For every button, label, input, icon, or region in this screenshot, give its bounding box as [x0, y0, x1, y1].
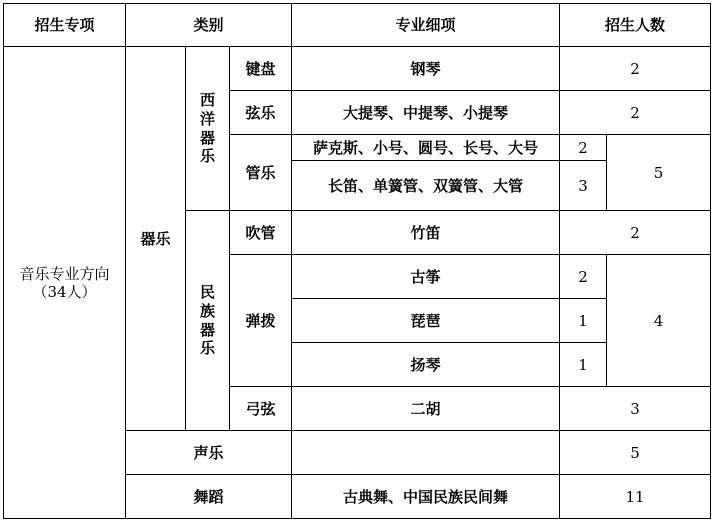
- vocal-label: 声乐: [126, 431, 292, 475]
- dance-label: 舞蹈: [126, 475, 292, 519]
- western-instruments-label: 西洋器乐: [199, 91, 215, 166]
- blowing-category: 吹管: [230, 211, 292, 255]
- header-major-detail: 专业细项: [292, 4, 560, 47]
- strings-count: 2: [560, 91, 711, 135]
- table-row: [4, 47, 711, 91]
- keyboard-category: 键盘: [230, 47, 292, 91]
- folk-instruments-cell: [186, 211, 230, 431]
- vocal-count: 5: [560, 431, 711, 475]
- plucked-category: 弹拨: [230, 255, 292, 387]
- enrollment-table: [3, 3, 711, 519]
- keyboard-item: 钢琴: [292, 47, 560, 91]
- music-direction-cell: [4, 47, 126, 519]
- plucked-item-pipa: 琵琶: [292, 299, 560, 343]
- plucked-item-yangqin: 扬琴: [292, 343, 560, 387]
- plucked-total: 4: [607, 255, 711, 387]
- winds-total: 5: [607, 135, 711, 211]
- header-category: 类别: [126, 4, 292, 47]
- plucked-count-yangqin: 1: [560, 343, 607, 387]
- winds-count-brass: 2: [560, 135, 607, 161]
- dance-item: 古典舞、中国民族民间舞: [292, 475, 560, 519]
- plucked-count-pipa: 1: [560, 299, 607, 343]
- plucked-count-guzheng: 2: [560, 255, 607, 299]
- music-direction-quota: （34人）: [32, 282, 97, 301]
- plucked-item-guzheng: 古筝: [292, 255, 560, 299]
- dance-count: 11: [560, 475, 711, 519]
- music-direction-title: 音乐专业方向: [19, 264, 110, 283]
- strings-item: 大提琴、中提琴、小提琴: [292, 91, 560, 135]
- winds-category: 管乐: [230, 135, 292, 211]
- western-instruments-cell: [186, 47, 230, 211]
- vocal-item: [292, 431, 560, 475]
- winds-item-brass: 萨克斯、小号、圆号、长号、大号: [292, 135, 560, 161]
- blowing-item: 竹笛: [292, 211, 560, 255]
- bowed-item: 二胡: [292, 387, 560, 431]
- winds-item-woodwind: 长笛、单簧管、双簧管、大管: [292, 161, 560, 211]
- strings-category: 弦乐: [230, 91, 292, 135]
- folk-instruments-label: 民族器乐: [199, 283, 215, 358]
- header-enrollment-program: 招生专项: [4, 4, 126, 47]
- instruments-cell: 器乐: [126, 47, 186, 431]
- bowed-count: 3: [560, 387, 711, 431]
- blowing-count: 2: [560, 211, 711, 255]
- header-row: [4, 4, 711, 47]
- header-enrollment-count: 招生人数: [560, 4, 711, 47]
- winds-count-woodwind: 3: [560, 161, 607, 211]
- bowed-category: 弓弦: [230, 387, 292, 431]
- keyboard-count: 2: [560, 47, 711, 91]
